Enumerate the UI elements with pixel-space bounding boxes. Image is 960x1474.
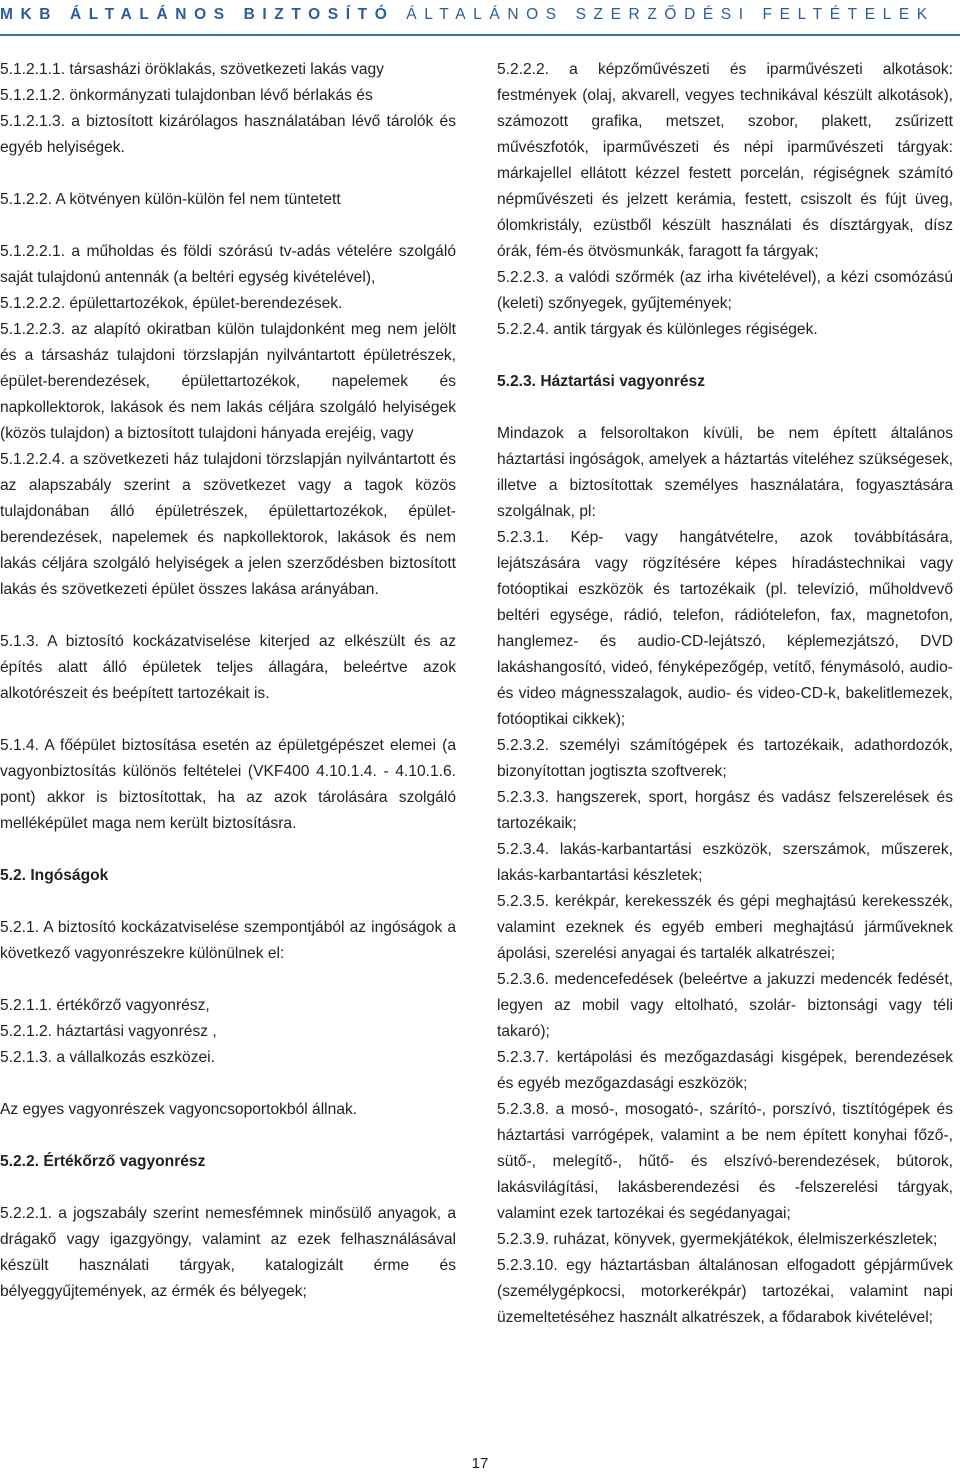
section-heading: 5.2. Ingóságok — [0, 867, 109, 884]
paragraph: 5.2.1.2. háztartási vagyonrész , — [0, 1023, 217, 1040]
header-title: ÁLTALÁNOS SZERZŐDÉSI FELTÉTELEK — [406, 6, 935, 23]
header-company: MKB ÁLTALÁNOS BIZTOSÍTÓ — [0, 6, 395, 23]
paragraph: 5.2.1.1. értékőrző vagyonrész, — [0, 997, 210, 1014]
paragraph: 5.2.3.10. egy háztartásban általánosan elfogadott gépjárművek (személygépkocsi, motorkerékpár) tartozékai, valamint napi üzemeltetéséhez használt alkatrészek, a fődarabok kivételével; — [497, 1257, 953, 1326]
paragraph: 5.2.3.5. kerékpár, kerekesszék és gépi meghajtású kerekesszék, valamint ezeknek és egyéb emberi meghajtású járműveknek ápolási, szerelési anyagai és tartalék alkatrészei; — [497, 893, 953, 962]
page-number: 17 — [471, 1455, 489, 1472]
left-column — [0, 57, 456, 1305]
paragraph: 5.2.3.1. Kép- vagy hangátvételre, azok továbbítására, lejátszására vagy rögzítésére képes híradástechnikai vagy fotóoptikai eszközök és tartozékaik (pl. televízió, műholdvevő beltéri egysége, rádió, telefon, rádiótelefon, fax, magnetofon, hanglemez- és audio-CD-lejátszó, képlemezjátszó, DVD lakáshangosító, videó, fényképezőgép, vetítő, fénymásoló, audio- és video mágnesszalagok, audio- és video-CD-k, bakelitlemezek, fotóoptikai cikkek); — [497, 529, 953, 728]
paragraph: 5.2.2.1. a jogszabály szerint nemesfémnek minősülő anyagok, a drágakő vagy igazgyöngy, valamint az ezek felhasználásával készült használati tárgyak, katalogizált érme és bélyeggyűjtemények, az érmék és bélyegek; — [0, 1205, 456, 1300]
paragraph: 5.1.3. A biztosító kockázatviselése kiterjed az elkészült és az építés alatt álló épületek teljes állagára, beleértve azok alkotórészeit és beépített tartozékait is. — [0, 633, 456, 702]
paragraph: 5.2.2.2. a képzőművészeti és iparművészeti alkotások: festmények (olaj, akvarell, vegyes technikával készült alkotások), számozott grafika, metszet, szobor, plakett, zsűrizett művészfotók, iparművészeti és népi iparművészeti tárgyak: márkajellel ellátott kézzel festett porcelán, régiségnek számító népművészeti és jelzett kerámia, festett, csiszolt és fújt üveg, ólomkristály, ezüstből készült használati és dísztárgyak, dísz órák, fém-és ötvösmunkák, faragott fa tárgyak; — [497, 61, 953, 260]
paragraph: 5.1.2.2.1. a műholdas és földi szórású tv-adás vételére szolgáló saját tulajdonú antennák (a beltéri egység kivételével), — [0, 243, 456, 286]
paragraph: 5.2.3.4. lakás-karbantartási eszközök, szerszámok, műszerek, lakás-karbantartási készletek; — [497, 841, 953, 884]
paragraph: 5.1.4. A főépület biztosítása esetén az épületgépészet elemei (a vagyonbiztosítás különös feltételei (VKF400 4.10.1.4. - 4.10.1.6. pont) akkor is biztosítottak, ha az azok tárolására szolgáló melléképület maga nem került biztosításra. — [0, 737, 456, 832]
paragraph: 5.2.3.7. kertápolási és mezőgazdasági kisgépek, berendezések és egyéb mezőgazdasági eszközök; — [497, 1049, 953, 1092]
paragraph: 5.2.3.2. személyi számítógépek és tartozékaik, adathordozók, bizonyítottan jogtiszta szoftverek; — [497, 737, 953, 780]
paragraph: Az egyes vagyonrészek vagyoncsoportokból állnak. — [0, 1101, 358, 1118]
section-heading: 5.2.2. Értékőrző vagyonrész — [0, 1153, 206, 1170]
paragraph: 5.2.3.3. hangszerek, sport, horgász és vadász felszerelések és tartozékaik; — [497, 789, 953, 832]
paragraph: 5.1.2.1.2. önkormányzati tulajdonban lévő bérlakás és — [0, 87, 373, 104]
paragraph: 5.1.2.2. A kötvényen külön-külön fel nem tüntetett — [0, 191, 341, 208]
paragraph: 5.2.1.3. a vállalkozás eszközei. — [0, 1049, 215, 1066]
paragraph: 5.1.2.2.3. az alapító okiratban külön tulajdonként meg nem jelölt és a társasház tulajdoni törzslapján nyilvántartott épületrészek, épület-berendezések, épülettartozékok, napelemek és napkollektorok, lakások és nem lakás céljára szolgáló helyiségek (közös tulajdon) a biztosított tulajdoni hányada erejéig, vagy — [0, 321, 456, 442]
paragraph: 5.2.3.6. medencefedések (beleértve a jakuzzi medencék fedését, legyen az mobil vagy eltolható, szolár- biztonsági vagy téli takaró); — [497, 971, 953, 1040]
paragraph: 5.2.2.4. antik tárgyak és különleges régiségek. — [497, 321, 818, 338]
page-header — [0, 0, 960, 36]
paragraph: 5.2.3.9. ruházat, könyvek, gyermekjátékok, élelmiszerkészletek; — [497, 1231, 938, 1248]
paragraph: Mindazok a felsoroltakon kívüli, be nem épített általános háztartási ingóságok, amelyek a háztartás viteléhez szükségesek, illetve a biztosítottak személyes használatára, fogyasztására szolgálnak, pl: — [497, 425, 953, 520]
paragraph: 5.2.2.3. a valódi szőrmék (az irha kivételével), a kézi csomózású (keleti) szőnyegek, gyűjtemények; — [497, 269, 953, 312]
right-column — [497, 57, 953, 1331]
paragraph: 5.1.2.1.1. társasházi öröklakás, szövetkezeti lakás vagy — [0, 61, 384, 78]
paragraph: 5.1.2.1.3. a biztosított kizárólagos használatában lévő tárolók és egyéb helyiségek. — [0, 113, 456, 156]
paragraph: 5.1.2.2.2. épülettartozékok, épület-berendezések. — [0, 295, 343, 312]
paragraph: 5.1.2.2.4. a szövetkezeti ház tulajdoni törzslapján nyilvántartott és az alapszabály szerint a szövetkezet vagy a tagok közös tulajdonában álló épületrészek, épülettartozékok, épület-berendezések, napelemek és napkollektorok, lakások és nem lakás céljára szolgáló helyiségek a jelen szerződésben biztosított lakás és szövetkezeti épület összes lakása arányában. — [0, 451, 456, 598]
section-heading: 5.2.3. Háztartási vagyonrész — [497, 373, 706, 390]
paragraph: 5.2.1. A biztosító kockázatviselése szempontjából az ingóságok a következő vagyonrészekre különülnek el: — [0, 919, 456, 962]
paragraph: 5.2.3.8. a mosó-, mosogató-, szárító-, porszívó, tisztítógépek és háztartási varrógépek, valamint a be nem épített konyhai főző-, sütő-, melegítő-, hűtő- és elszívó-berendezések, bútorok, lakásvilágítási, lakásberendezési és -felszerelési tárgyak, valamint ezek tartozékai és segédanyagai; — [497, 1101, 953, 1222]
